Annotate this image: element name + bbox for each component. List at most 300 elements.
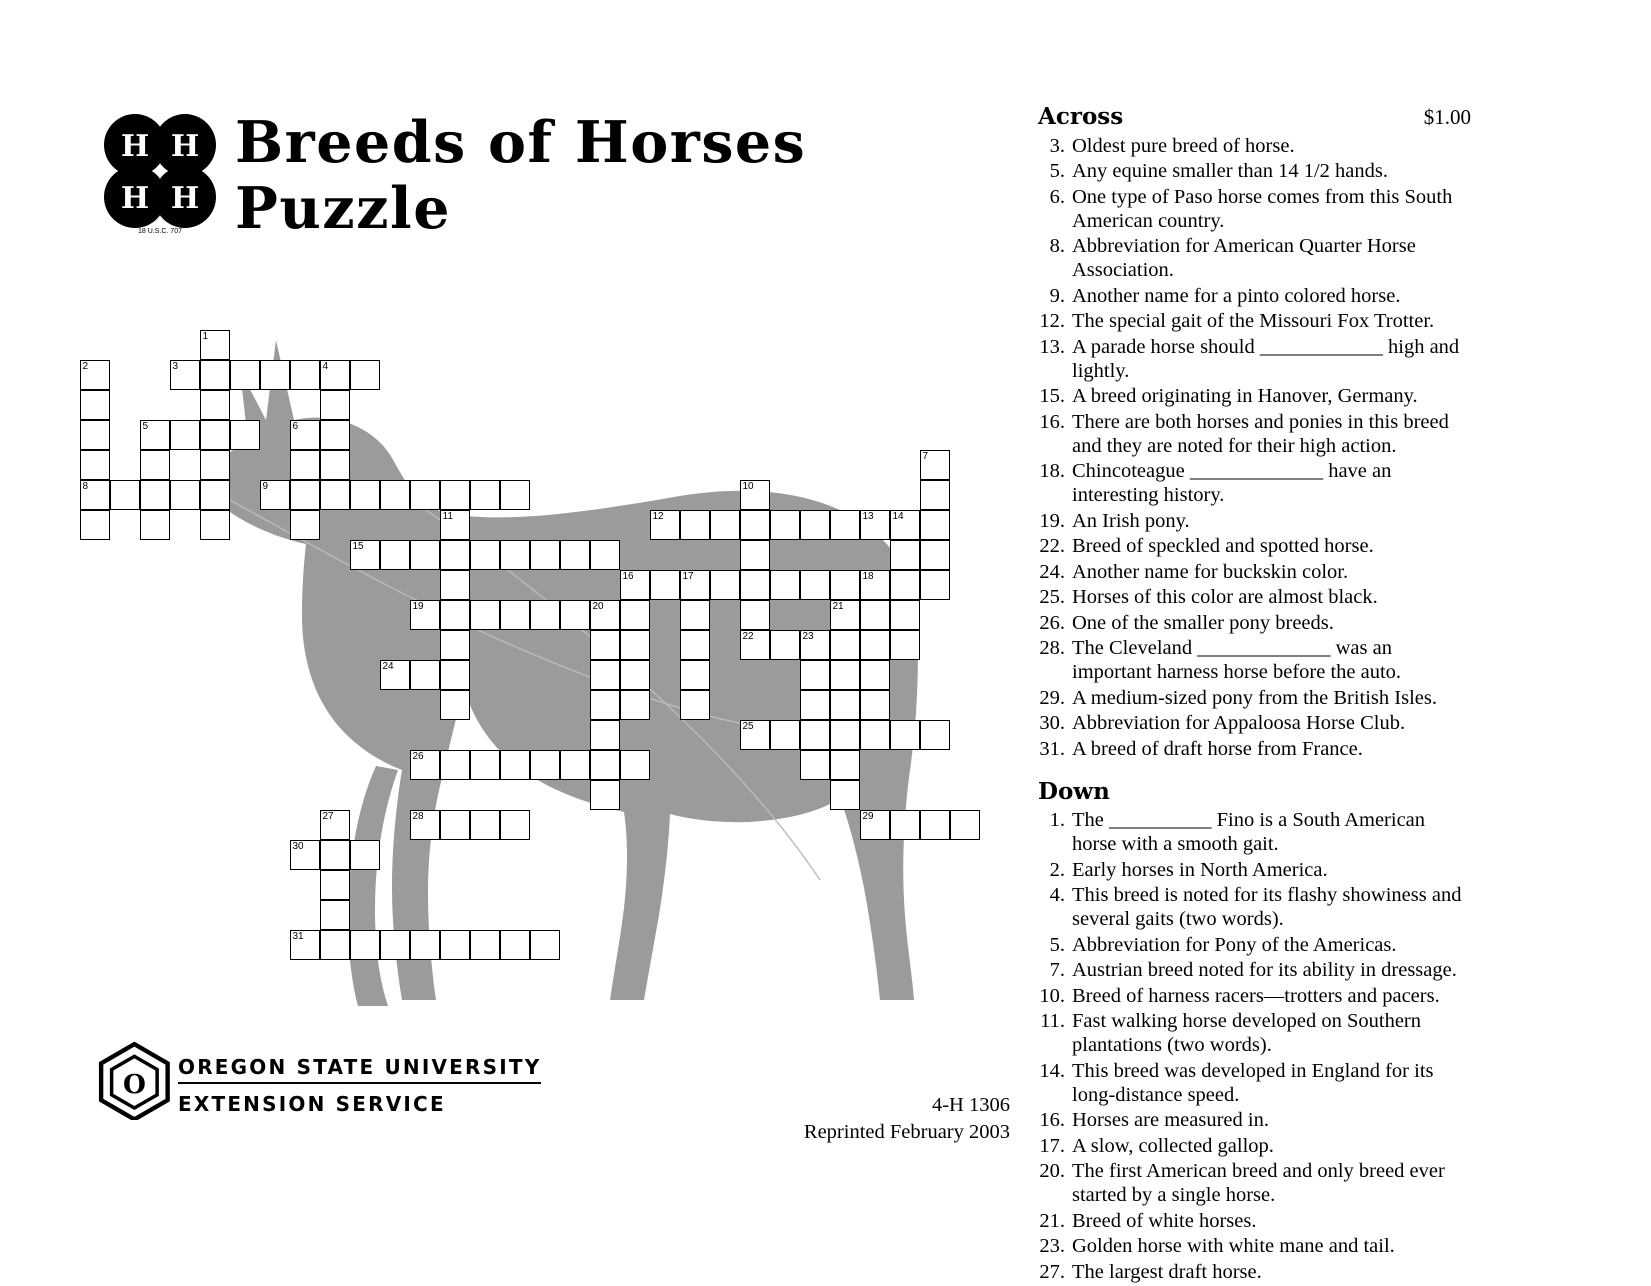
across-clue (1038, 385, 1468, 409)
crossword-cell[interactable] (740, 600, 770, 630)
crossword-cell[interactable] (530, 750, 560, 780)
crossword-cell[interactable] (320, 900, 350, 930)
across-clue (1038, 411, 1468, 459)
crossword-cell[interactable] (200, 420, 230, 450)
down-clue (1038, 809, 1468, 857)
cell-number: 18 (862, 571, 874, 582)
crossword-cell[interactable] (770, 720, 800, 750)
crossword-cell[interactable] (890, 570, 920, 600)
clue-text: Abbreviation for American Quarter Horse Association. (1072, 235, 1416, 282)
clue-number: 8. (1049, 235, 1065, 258)
crossword-cell[interactable] (470, 750, 500, 780)
crossword-puzzle (80, 300, 1020, 1020)
crossword-cell[interactable] (80, 390, 110, 420)
clue-number: 4. (1049, 884, 1065, 907)
clue-number: 21. (1039, 1209, 1065, 1232)
crossword-cell[interactable] (920, 720, 950, 750)
crossword-cell[interactable] (470, 600, 500, 630)
clue-text: One of the smaller pony breeds. (1072, 611, 1334, 634)
crossword-cell[interactable] (140, 480, 170, 510)
clue-number: 5. (1049, 160, 1065, 183)
clue-text: Another name for buckskin color. (1072, 560, 1349, 583)
clue-number: 27. (1039, 1260, 1065, 1283)
crossword-cell[interactable] (410, 540, 440, 570)
crossword-cell[interactable] (590, 630, 620, 660)
crossword-cell[interactable] (860, 570, 890, 600)
title-line-1: Breeds of Horses (235, 109, 807, 176)
cell-number: 25 (742, 721, 754, 732)
clue-text: One type of Paso horse comes from this South American country. (1072, 185, 1453, 232)
crossword-cell[interactable] (680, 660, 710, 690)
crossword-cell[interactable] (80, 360, 110, 390)
clue-text: Early horses in North America. (1072, 858, 1328, 881)
four-h-clover-logo (95, 105, 225, 250)
cell-number: 20 (592, 601, 604, 612)
crossword-cell[interactable] (710, 570, 740, 600)
crossword-cell[interactable] (80, 480, 110, 510)
crossword-cell[interactable] (830, 720, 860, 750)
cell-number: 5 (142, 421, 149, 432)
crossword-cell[interactable] (470, 540, 500, 570)
crossword-cell[interactable] (440, 660, 470, 690)
cell-number: 7 (922, 451, 929, 462)
cell-number: 19 (412, 601, 424, 612)
crossword-cell[interactable] (860, 690, 890, 720)
clue-text: A breed of draft horse from France. (1072, 737, 1363, 760)
crossword-cell[interactable] (500, 480, 530, 510)
clue-number: 3. (1049, 134, 1065, 157)
crossword-cell[interactable] (200, 480, 230, 510)
crossword-cell[interactable] (680, 510, 710, 540)
crossword-cell[interactable] (440, 570, 470, 600)
crossword-cell[interactable] (470, 480, 500, 510)
crossword-cell[interactable] (500, 750, 530, 780)
crossword-cell[interactable] (800, 570, 830, 600)
crossword-cell[interactable] (560, 540, 590, 570)
cell-number: 8 (82, 481, 89, 492)
crossword-cell[interactable] (350, 930, 380, 960)
crossword-cell[interactable] (770, 630, 800, 660)
down-clue-list (1038, 809, 1468, 1284)
clue-number: 18. (1039, 460, 1065, 483)
crossword-cell[interactable] (140, 450, 170, 480)
crossword-cell[interactable] (680, 690, 710, 720)
crossword-cell[interactable] (680, 570, 710, 600)
crossword-cell[interactable] (170, 480, 200, 510)
crossword-cell[interactable] (920, 510, 950, 540)
crossword-cell[interactable] (500, 600, 530, 630)
cell-number: 12 (652, 511, 664, 522)
crossword-cell[interactable] (590, 600, 620, 630)
crossword-cell[interactable] (80, 450, 110, 480)
crossword-cell[interactable] (470, 810, 500, 840)
across-clue (1038, 687, 1468, 711)
clue-text: A slow, collected gallop. (1072, 1134, 1274, 1157)
crossword-cell[interactable] (470, 930, 500, 960)
cell-number: 10 (742, 481, 754, 492)
clue-text: A medium-sized pony from the British Isles. (1072, 686, 1437, 709)
crossword-cell[interactable] (620, 750, 650, 780)
crossword-cell[interactable] (620, 600, 650, 630)
crossword-cell[interactable] (830, 600, 860, 630)
crossword-cell[interactable] (410, 930, 440, 960)
crossword-cell[interactable] (140, 420, 170, 450)
crossword-cell[interactable] (920, 570, 950, 600)
reprint-date: Reprinted February 2003 (803, 1120, 1010, 1143)
crossword-cell[interactable] (200, 390, 230, 420)
crossword-cell[interactable] (200, 450, 230, 480)
clue-number: 7. (1049, 959, 1065, 982)
crossword-cell[interactable] (620, 690, 650, 720)
crossword-cell[interactable] (260, 480, 290, 510)
across-clue (1038, 561, 1468, 585)
crossword-cell[interactable] (860, 720, 890, 750)
clue-number: 11. (1040, 1010, 1065, 1033)
cell-number: 4 (322, 361, 329, 372)
cell-number: 23 (802, 631, 814, 642)
crossword-cell[interactable] (830, 510, 860, 540)
clue-text: Horses of this color are almost black. (1072, 586, 1378, 609)
crossword-cell[interactable] (950, 810, 980, 840)
across-clue (1038, 612, 1468, 636)
crossword-cell[interactable] (410, 810, 440, 840)
down-clue (1038, 1261, 1468, 1285)
clue-text: Breed of harness racers—trotters and pacers. (1072, 984, 1440, 1007)
crossword-cell[interactable] (230, 360, 260, 390)
crossword-cell[interactable] (320, 390, 350, 420)
clue-text: Fast walking horse developed on Southern plantations (two words). (1072, 1010, 1422, 1057)
crossword-cell[interactable] (320, 810, 350, 840)
crossword-cell[interactable] (890, 540, 920, 570)
crossword-cell[interactable] (800, 690, 830, 720)
down-clue (1038, 934, 1468, 958)
crossword-cell[interactable] (680, 600, 710, 630)
crossword-cell[interactable] (920, 810, 950, 840)
crossword-cell[interactable] (320, 420, 350, 450)
crossword-cell[interactable] (440, 690, 470, 720)
crossword-cell[interactable] (650, 510, 680, 540)
crossword-grid[interactable] (80, 300, 1020, 1020)
across-clue (1038, 460, 1468, 508)
across-clue (1038, 738, 1468, 762)
crossword-cell[interactable] (200, 510, 230, 540)
clue-number: 17. (1039, 1134, 1065, 1157)
crossword-cell[interactable] (920, 480, 950, 510)
cell-number: 14 (892, 511, 904, 522)
cell-number: 3 (172, 361, 179, 372)
clue-text: A parade horse should ____________ high and lightly. (1072, 335, 1460, 382)
clue-text: The first American breed and only breed ever started by a single horse. (1072, 1160, 1445, 1207)
clue-number: 28. (1039, 637, 1065, 660)
crossword-cell[interactable] (410, 600, 440, 630)
crossword-cell[interactable] (290, 420, 320, 450)
crossword-cell[interactable] (920, 540, 950, 570)
clue-text: Oldest pure breed of horse. (1072, 134, 1295, 157)
down-clue (1038, 1060, 1468, 1108)
crossword-cell[interactable] (440, 810, 470, 840)
crossword-cell[interactable] (80, 420, 110, 450)
across-clue (1038, 586, 1468, 610)
clue-number: 23. (1039, 1235, 1065, 1258)
crossword-cell[interactable] (620, 570, 650, 600)
crossword-cell[interactable] (740, 510, 770, 540)
crossword-cell[interactable] (590, 690, 620, 720)
crossword-cell[interactable] (500, 930, 530, 960)
clue-text: The Cleveland _____________ was an important harness horse before the auto. (1072, 637, 1402, 684)
across-clue (1038, 135, 1468, 159)
svg-text:H: H (170, 129, 200, 164)
clue-number: 16. (1039, 410, 1065, 433)
down-clue (1038, 985, 1468, 1009)
crossword-cell[interactable] (530, 540, 560, 570)
cell-number: 17 (682, 571, 694, 582)
crossword-cell[interactable] (440, 480, 470, 510)
crossword-cell[interactable] (320, 930, 350, 960)
crossword-cell[interactable] (440, 510, 470, 540)
down-clue (1038, 884, 1468, 932)
across-clue (1038, 310, 1468, 334)
clue-number: 2. (1049, 858, 1065, 881)
cell-number: 26 (412, 751, 424, 762)
cell-number: 31 (292, 931, 304, 942)
clue-number: 31. (1039, 737, 1065, 760)
crossword-cell[interactable] (860, 510, 890, 540)
crossword-cell[interactable] (590, 780, 620, 810)
crossword-cell[interactable] (350, 540, 380, 570)
cell-number: 6 (292, 421, 299, 432)
crossword-cell[interactable] (560, 600, 590, 630)
cell-number: 1 (202, 331, 209, 342)
crossword-cell[interactable] (740, 570, 770, 600)
across-clue (1038, 186, 1468, 234)
crossword-cell[interactable] (590, 660, 620, 690)
cell-number: 16 (622, 571, 634, 582)
crossword-cell[interactable] (200, 330, 230, 360)
cell-number: 28 (412, 811, 424, 822)
crossword-cell[interactable] (770, 570, 800, 600)
svg-text:H: H (120, 181, 150, 216)
down-clue (1038, 1109, 1468, 1133)
clue-number: 6. (1049, 185, 1065, 208)
crossword-cell[interactable] (830, 750, 860, 780)
clue-text: The __________ Fino is a South American horse with a smooth gait. (1072, 809, 1426, 856)
crossword-cell[interactable] (320, 870, 350, 900)
crossword-cell[interactable] (680, 630, 710, 660)
crossword-cell[interactable] (410, 660, 440, 690)
crossword-cell[interactable] (860, 660, 890, 690)
crossword-cell[interactable] (410, 480, 440, 510)
crossword-cell[interactable] (830, 690, 860, 720)
down-clue (1038, 1210, 1468, 1234)
crossword-cell[interactable] (80, 510, 110, 540)
cell-number: 30 (292, 841, 304, 852)
clue-text: Breed of white horses. (1072, 1209, 1257, 1232)
crossword-cell[interactable] (650, 570, 680, 600)
clue-number: 25. (1039, 586, 1065, 609)
crossword-cell[interactable] (800, 510, 830, 540)
across-clue (1038, 160, 1468, 184)
crossword-cell[interactable] (590, 540, 620, 570)
crossword-cell[interactable] (620, 660, 650, 690)
crossword-cell[interactable] (860, 600, 890, 630)
down-clue (1038, 859, 1468, 883)
clue-number: 24. (1039, 560, 1065, 583)
svg-text:H: H (120, 129, 150, 164)
crossword-cell[interactable] (800, 630, 830, 660)
osu-line-2: EXTENSION SERVICE (178, 1092, 446, 1116)
cell-number: 13 (862, 511, 874, 522)
crossword-cell[interactable] (740, 540, 770, 570)
crossword-cell[interactable] (440, 750, 470, 780)
crossword-cell[interactable] (200, 360, 230, 390)
cell-number: 2 (82, 361, 89, 372)
crossword-cell[interactable] (440, 930, 470, 960)
crossword-cell[interactable] (290, 930, 320, 960)
crossword-cell[interactable] (320, 480, 350, 510)
crossword-cell[interactable] (890, 600, 920, 630)
across-clue (1038, 535, 1468, 559)
clue-number: 10. (1039, 984, 1065, 1007)
clue-text: An Irish pony. (1072, 509, 1190, 532)
crossword-cell[interactable] (290, 840, 320, 870)
down-clue (1038, 1135, 1468, 1159)
cell-number: 11 (442, 511, 453, 522)
down-clue (1038, 1010, 1468, 1058)
osu-line-1: OREGON STATE UNIVERSITY (178, 1055, 541, 1084)
clue-text: Any equine smaller than 14 1/2 hands. (1072, 160, 1388, 183)
crossword-cell[interactable] (890, 810, 920, 840)
clue-number: 22. (1039, 535, 1065, 558)
crossword-cell[interactable] (890, 720, 920, 750)
clue-text: Breed of speckled and spotted horse. (1072, 535, 1374, 558)
crossword-cell[interactable] (860, 810, 890, 840)
clue-text: Horses are measured in. (1072, 1109, 1269, 1132)
across-clue (1038, 285, 1468, 309)
clue-number: 9. (1049, 284, 1065, 307)
clue-text: There are both horses and ponies in this breed and they are noted for their high action. (1072, 410, 1449, 457)
crossword-cell[interactable] (800, 720, 830, 750)
crossword-cell[interactable] (830, 780, 860, 810)
clue-number: 15. (1039, 385, 1065, 408)
crossword-cell[interactable] (710, 510, 740, 540)
svg-text:18 U.S.C. 707: 18 U.S.C. 707 (138, 228, 182, 235)
crossword-cell[interactable] (440, 540, 470, 570)
svg-text:O: O (122, 1069, 146, 1101)
crossword-cell[interactable] (500, 540, 530, 570)
crossword-cell[interactable] (140, 510, 170, 540)
clue-text: Abbreviation for Appaloosa Horse Club. (1072, 712, 1406, 735)
crossword-cell[interactable] (350, 360, 380, 390)
crossword-cell[interactable] (350, 840, 380, 870)
crossword-cell[interactable] (380, 660, 410, 690)
across-clue (1038, 712, 1468, 736)
clue-text: A breed originating in Hanover, Germany. (1072, 385, 1418, 408)
crossword-cell[interactable] (440, 600, 470, 630)
crossword-cell[interactable] (800, 750, 830, 780)
crossword-cell[interactable] (290, 480, 320, 510)
clue-text: Abbreviation for Pony of the Americas. (1072, 933, 1397, 956)
clue-number: 30. (1039, 712, 1065, 735)
across-clue (1038, 637, 1468, 685)
crossword-cell[interactable] (380, 480, 410, 510)
osu-extension-wordmark (178, 1055, 541, 1116)
crossword-cell[interactable] (290, 510, 320, 540)
across-heading: Across (1038, 103, 1124, 130)
crossword-cell[interactable] (740, 630, 770, 660)
across-clue (1038, 235, 1468, 283)
crossword-cell[interactable] (380, 540, 410, 570)
crossword-cell[interactable] (290, 450, 320, 480)
crossword-cell[interactable] (830, 660, 860, 690)
crossword-cell[interactable] (590, 750, 620, 780)
crossword-cell[interactable] (740, 480, 770, 510)
crossword-cell[interactable] (500, 810, 530, 840)
crossword-cell[interactable] (230, 420, 260, 450)
crossword-cell[interactable] (830, 630, 860, 660)
clue-text: The largest draft horse. (1072, 1260, 1262, 1283)
clue-number: 13. (1039, 335, 1065, 358)
clue-number: 1. (1049, 809, 1065, 832)
crossword-cell[interactable] (350, 480, 380, 510)
clue-text: The special gait of the Missouri Fox Trotter. (1072, 310, 1435, 333)
across-clue (1038, 510, 1468, 534)
cell-number: 15 (352, 541, 364, 552)
crossword-cell[interactable] (440, 630, 470, 660)
clue-text: This breed was developed in England for its long-distance speed. (1072, 1059, 1434, 1106)
down-clue (1038, 1160, 1468, 1208)
crossword-cell[interactable] (590, 720, 620, 750)
crossword-cell[interactable] (830, 570, 860, 600)
crossword-cell[interactable] (260, 360, 290, 390)
crossword-cell[interactable] (740, 720, 770, 750)
crossword-cell[interactable] (110, 480, 140, 510)
crossword-cell[interactable] (170, 360, 200, 390)
crossword-cell[interactable] (860, 630, 890, 660)
clue-text: This breed is noted for its flashy showiness and several gaits (two words). (1072, 884, 1462, 931)
across-clue (1038, 336, 1468, 384)
publication-info (700, 1092, 1010, 1145)
crossword-cell[interactable] (290, 360, 320, 390)
crossword-cell[interactable] (320, 360, 350, 390)
publication-number: 4-H 1306 (931, 1094, 1010, 1116)
crossword-cell[interactable] (320, 840, 350, 870)
crossword-cell[interactable] (800, 660, 830, 690)
crossword-cell[interactable] (890, 630, 920, 660)
clue-text: Austrian breed noted for its ability in dressage. (1072, 959, 1457, 982)
crossword-cell[interactable] (920, 450, 950, 480)
crossword-cell[interactable] (560, 750, 590, 780)
across-clue-list (1038, 135, 1468, 762)
cell-number: 24 (382, 661, 394, 672)
clue-number: 29. (1039, 686, 1065, 709)
crossword-cell[interactable] (410, 750, 440, 780)
crossword-cell[interactable] (320, 450, 350, 480)
title-line-2: Puzzle (235, 175, 451, 243)
clue-number: 20. (1039, 1160, 1065, 1183)
clue-number: 12. (1039, 310, 1065, 333)
crossword-cell[interactable] (530, 600, 560, 630)
crossword-cell[interactable] (890, 510, 920, 540)
clue-text: Another name for a pinto colored horse. (1072, 284, 1401, 307)
cell-number: 9 (262, 481, 269, 492)
crossword-cell[interactable] (770, 510, 800, 540)
down-clue (1038, 1235, 1468, 1259)
crossword-cell[interactable] (620, 630, 650, 660)
crossword-cell[interactable] (530, 930, 560, 960)
crossword-cell[interactable] (170, 420, 200, 450)
crossword-cell[interactable] (380, 930, 410, 960)
cell-number: 27 (322, 811, 334, 822)
